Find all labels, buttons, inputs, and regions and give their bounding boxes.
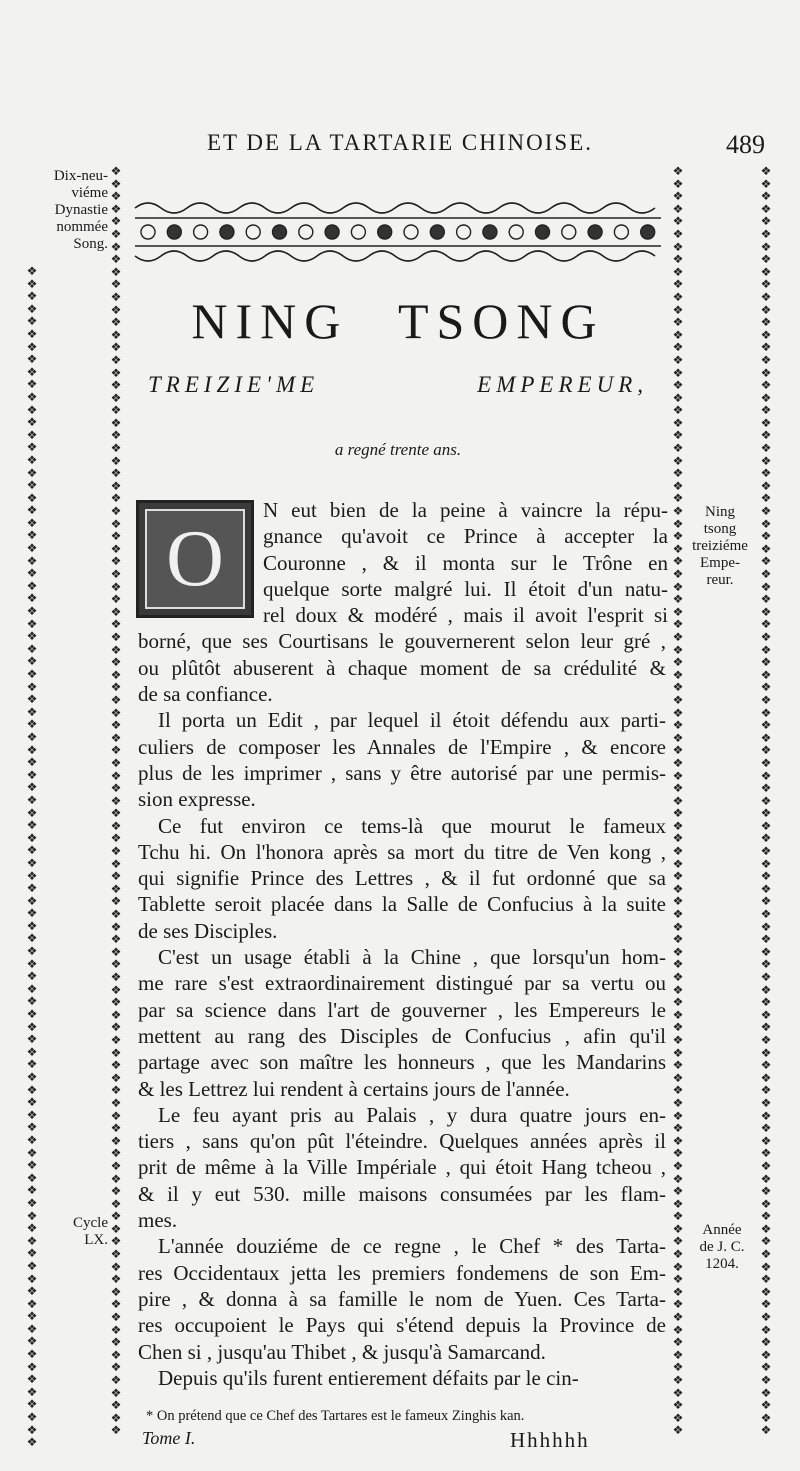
body-line: Depuis qu'ils furent entierement défaits par le cin-: [158, 1365, 579, 1390]
margin-note-line: LX.: [84, 1232, 108, 1248]
margin-note-emperor: [680, 504, 760, 589]
body-line: pire , & donna à sa famille le nom de Yuen. Ces Tarta-: [138, 1286, 666, 1311]
body-line: de sa confiance.: [138, 682, 273, 707]
margin-note-line: treiziéme: [692, 538, 748, 554]
ornament-rosette: [246, 225, 260, 239]
ornament-rosette: [536, 225, 550, 239]
ornament-rosette: [614, 225, 628, 239]
body-line: prit de même à la Ville Impériale , qui étoit Hang tcheou ,: [138, 1155, 666, 1180]
body-line: mettent au rang des Disciples de Confucius , afin qu'il: [138, 1023, 666, 1048]
ornament-rosette: [483, 225, 497, 239]
body-line: tiers , sans qu'on pût l'éteindre. Quelques années après il: [138, 1129, 666, 1154]
ornament-rosette: [509, 225, 523, 239]
ornament-rosette: [273, 225, 287, 239]
body-line: gnance qu'avoit ce Prince à accepter la: [263, 524, 668, 549]
body-line: Tchu hi. On l'honora après sa mort du titre de Ven kong ,: [138, 839, 666, 864]
reign-duration: a regné trente ans.: [334, 440, 462, 459]
ornament-rosette: [220, 225, 234, 239]
subtitle-word-1: TREIZIE'ME: [148, 372, 320, 397]
body-line: rel doux & modéré , mais il avoit l'esprit si: [263, 603, 668, 628]
margin-note-year: [684, 1222, 760, 1273]
ornament-rosette: [562, 225, 576, 239]
body-line: qui signifie Prince des Lettres , & il fut ordonné que sa: [138, 866, 666, 891]
body-line: C'est un usage établi à la Chine , que lorsqu'un hom-: [158, 945, 666, 970]
ornament-rosette: [299, 225, 313, 239]
body-line: borné, que ses Courtisans le gouvernerent selon leur gré ,: [138, 629, 666, 654]
footnote: * On prétend que ce Chef des Tartares est le fameux Zinghis kan.: [146, 1408, 525, 1424]
decorative-border-right-inner: ❖ ❖ ❖ ❖ ❖ ❖ ❖ ❖ ❖ ❖ ❖ ❖ ❖ ❖ ❖ ❖ ❖ ❖ ❖ ❖ ❖ ❖ ❖ ❖ ❖ ❖ ❖ ❖ ❖ ❖ ❖ ❖ ❖ ❖ ❖ ❖ ❖ ❖ ❖ ❖ ❖ ❖ ❖ ❖ ❖ ❖ ❖ ❖ ❖ ❖ ❖ ❖ ❖ ❖ ❖ ❖ ❖ ❖ ❖ ❖ ❖ ❖ ❖ ❖ ❖ ❖ ❖ ❖ ❖ ❖ ❖ ❖ ❖ ❖ ❖ ❖ ❖ ❖ ❖ ❖ ❖ ❖ ❖ ❖ ❖ ❖ ❖ ❖ ❖ ❖ ❖ ❖ ❖ ❖ ❖ ❖ ❖ ❖ ❖ ❖ ❖: [672, 164, 684, 1438]
body-line: de ses Disciples.: [138, 918, 278, 943]
body-line: sion expresse.: [138, 787, 256, 812]
body-text: [138, 497, 666, 1391]
page-number: 489: [726, 130, 765, 159]
body-line: res occupoient le Pays qui s'étend depuis la Province de: [138, 1313, 666, 1338]
margin-note-line: de J. C.: [699, 1239, 745, 1255]
chapter-subtitle: [148, 372, 648, 398]
decorative-border-left-inner: ❖ ❖ ❖ ❖ ❖ ❖ ❖ ❖ ❖ ❖ ❖ ❖ ❖ ❖ ❖ ❖ ❖ ❖ ❖ ❖ ❖ ❖ ❖ ❖ ❖ ❖ ❖ ❖ ❖ ❖ ❖ ❖ ❖ ❖ ❖ ❖ ❖ ❖ ❖ ❖ ❖ ❖ ❖ ❖ ❖ ❖ ❖ ❖ ❖ ❖ ❖ ❖ ❖ ❖ ❖ ❖ ❖ ❖ ❖ ❖ ❖ ❖ ❖ ❖ ❖ ❖ ❖ ❖ ❖ ❖ ❖ ❖ ❖ ❖ ❖ ❖ ❖ ❖ ❖ ❖ ❖ ❖ ❖ ❖ ❖ ❖ ❖ ❖ ❖ ❖ ❖ ❖ ❖ ❖ ❖ ❖ ❖ ❖ ❖ ❖ ❖: [110, 164, 122, 1438]
margin-note-line: viéme: [71, 185, 108, 201]
body-line: & les Lettrez lui rendent à certains jours de l'année.: [138, 1076, 570, 1101]
margin-note-line: Ning: [705, 504, 735, 520]
body-line: res Occidentaux jetta les premiers fondemens de son Em-: [138, 1260, 666, 1285]
body-line: Couronne , & il monta sur le Trône en: [263, 550, 668, 575]
body-line: quelque sorte malgré lui. Il étoit d'un natu-: [263, 576, 668, 601]
body-line: plus de les imprimer , sans y être autorisé par une permis-: [138, 760, 666, 785]
subtitle-word-2: EMPEREUR,: [477, 372, 648, 397]
body-line: & il y eut 530. mille maisons consumées par les flam-: [138, 1181, 666, 1206]
margin-note-line: reur.: [706, 572, 734, 588]
body-line: Le feu ayant pris au Palais , y dura quatre jours en-: [158, 1102, 666, 1127]
body-line: culiers de composer les Annales de l'Empire , & encore: [138, 734, 666, 759]
margin-note-line: Song.: [73, 236, 108, 252]
body-line: par sa science dans l'art de gouverner , les Empereurs le: [138, 997, 666, 1022]
margin-note-line: Dix-neu-: [53, 168, 108, 184]
margin-note-line: nommée: [56, 219, 108, 235]
margin-note-line: Dynastie: [54, 202, 108, 218]
signature-mark: Hhhhhh: [510, 1428, 590, 1452]
ornament-rosette: [588, 225, 602, 239]
body-line: Tablette seroit placée dans la Salle de Confucius à la suite: [138, 892, 666, 917]
ornament-rosette: [141, 225, 155, 239]
margin-note-line: Cycle: [73, 1215, 108, 1231]
margin-note-dynasty: [38, 168, 108, 253]
drop-cap-letter: O: [145, 509, 245, 609]
ornament-rosette: [325, 225, 339, 239]
body-line: partage avec son maître les honneurs , que les Mandarins: [138, 1050, 666, 1075]
body-line: N eut bien de la peine à vaincre la répu-: [263, 498, 668, 522]
chapter-title: NING TSONG: [191, 293, 605, 349]
body-line: L'année douziéme de ce regne , le Chef * des Tarta-: [158, 1234, 666, 1259]
ornament-rosette: [404, 225, 418, 239]
body-line: mes.: [138, 1208, 178, 1233]
ornament-rosette: [167, 225, 181, 239]
margin-note-line: Année: [702, 1222, 742, 1238]
body-line: Ce fut environ ce tems-là que mourut le fameux: [158, 813, 666, 838]
ornament-rosette: [351, 225, 365, 239]
ornament-rosette: [457, 225, 471, 239]
margin-note-cycle: [40, 1215, 108, 1249]
margin-note-line: Empe-: [700, 555, 740, 571]
ornamental-headpiece: [135, 198, 661, 266]
decorative-border-left-outer: ❖ ❖ ❖ ❖ ❖ ❖ ❖ ❖ ❖ ❖ ❖ ❖ ❖ ❖ ❖ ❖ ❖ ❖ ❖ ❖ ❖ ❖ ❖ ❖ ❖ ❖ ❖ ❖ ❖ ❖ ❖ ❖ ❖ ❖ ❖ ❖ ❖ ❖ ❖ ❖ ❖ ❖ ❖ ❖ ❖ ❖ ❖ ❖ ❖ ❖ ❖ ❖ ❖ ❖ ❖ ❖ ❖ ❖ ❖ ❖ ❖ ❖ ❖ ❖ ❖ ❖ ❖ ❖ ❖ ❖ ❖ ❖ ❖ ❖ ❖ ❖ ❖ ❖ ❖ ❖ ❖ ❖ ❖ ❖ ❖ ❖ ❖ ❖ ❖ ❖ ❖ ❖ ❖ ❖: [26, 264, 38, 1450]
ornament-rosette: [641, 225, 655, 239]
ornament-rosette: [378, 225, 392, 239]
ornament-rosette: [430, 225, 444, 239]
margin-note-line: 1204.: [705, 1256, 739, 1272]
body-line: Il porta un Edit , par lequel il étoit défendu aux parti-: [158, 708, 666, 733]
ornament-rosette: [194, 225, 208, 239]
body-line: ou plûtôt abuserent à chaque moment de sa crédulité &: [138, 655, 666, 680]
body-line: Chen si , jusqu'au Thibet , & jusqu'à Samarcand.: [138, 1339, 546, 1364]
body-line: me rare s'est extraordinairement distingué par sa vertu ou: [138, 971, 666, 996]
running-head: ET DE LA TARTARIE CHINOISE.: [206, 130, 594, 155]
margin-note-line: tsong: [703, 521, 737, 537]
decorative-border-right-outer: ❖ ❖ ❖ ❖ ❖ ❖ ❖ ❖ ❖ ❖ ❖ ❖ ❖ ❖ ❖ ❖ ❖ ❖ ❖ ❖ ❖ ❖ ❖ ❖ ❖ ❖ ❖ ❖ ❖ ❖ ❖ ❖ ❖ ❖ ❖ ❖ ❖ ❖ ❖ ❖ ❖ ❖ ❖ ❖ ❖ ❖ ❖ ❖ ❖ ❖ ❖ ❖ ❖ ❖ ❖ ❖ ❖ ❖ ❖ ❖ ❖ ❖ ❖ ❖ ❖ ❖ ❖ ❖ ❖ ❖ ❖ ❖ ❖ ❖ ❖ ❖ ❖ ❖ ❖ ❖ ❖ ❖ ❖ ❖ ❖ ❖ ❖ ❖ ❖ ❖ ❖ ❖ ❖ ❖ ❖ ❖ ❖ ❖ ❖ ❖ ❖: [760, 164, 772, 1438]
volume-label: Tome I.: [142, 1428, 196, 1448]
